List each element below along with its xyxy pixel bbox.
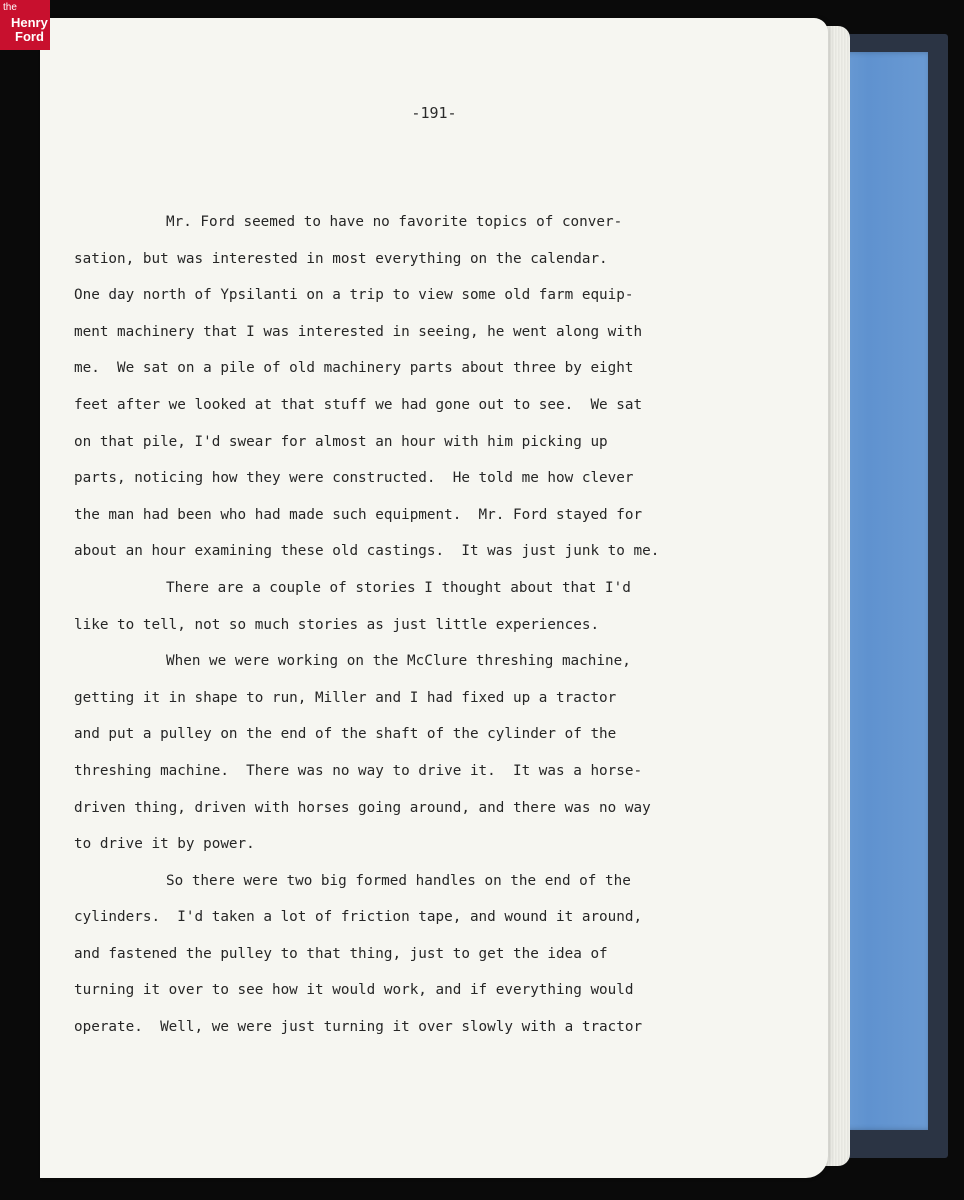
text-line: on that pile, I'd swear for almost an hour with him picking up xyxy=(74,433,608,450)
document-page xyxy=(40,18,828,1178)
text-line: There are a couple of stories I thought about that I'd xyxy=(166,579,631,596)
text-line: to drive it by power. xyxy=(74,836,255,853)
text-line: One day north of Ypsilanti on a trip to view some old farm equip- xyxy=(74,287,634,304)
text-line: about an hour examining these old castings. It was just junk to me. xyxy=(74,543,660,560)
text-line: So there were two big formed handles on the end of the xyxy=(166,872,631,889)
text-line: and put a pulley on the end of the shaft of the cylinder of the xyxy=(74,726,617,743)
text-line: me. We sat on a pile of old machinery parts about three by eight xyxy=(74,360,634,377)
text-line: Mr. Ford seemed to have no favorite topics of conver- xyxy=(166,214,623,230)
text-line: like to tell, not so much stories as just little experiences. xyxy=(74,616,600,633)
logo-text-henry: Henry xyxy=(11,15,48,30)
logo-text-the: the xyxy=(3,2,17,13)
text-line: cylinders. I'd taken a lot of friction tape, and wound it around, xyxy=(74,909,643,926)
text-line: getting it in shape to run, Miller and I had fixed up a tractor xyxy=(74,689,617,706)
text-line: sation, but was interested in most everything on the calendar. xyxy=(74,250,608,267)
body-text xyxy=(74,204,734,1046)
text-line: feet after we looked at that stuff we had gone out to see. We sat xyxy=(74,396,643,413)
text-line: turning it over to see how it would work, and if everything would xyxy=(74,982,634,999)
text-line: operate. Well, we were just turning it over slowly with a tractor xyxy=(74,1019,643,1036)
text-line: driven thing, driven with horses going around, and there was no way xyxy=(74,799,651,816)
text-line: threshing machine. There was no way to drive it. It was a horse- xyxy=(74,762,643,779)
text-line: the man had been who had made such equipment. Mr. Ford stayed for xyxy=(74,506,643,523)
logo-text-ford: Ford xyxy=(15,29,44,44)
text-line: ment machinery that I was interested in seeing, he went along with xyxy=(74,323,643,340)
text-line: parts, noticing how they were constructed. He told me how clever xyxy=(74,470,634,487)
page-number: -191- xyxy=(411,104,457,122)
text-line: and fastened the pulley to that thing, just to get the idea of xyxy=(74,945,608,962)
text-line: When we were working on the McClure threshing machine, xyxy=(166,653,631,670)
henry-ford-logo xyxy=(0,0,50,50)
